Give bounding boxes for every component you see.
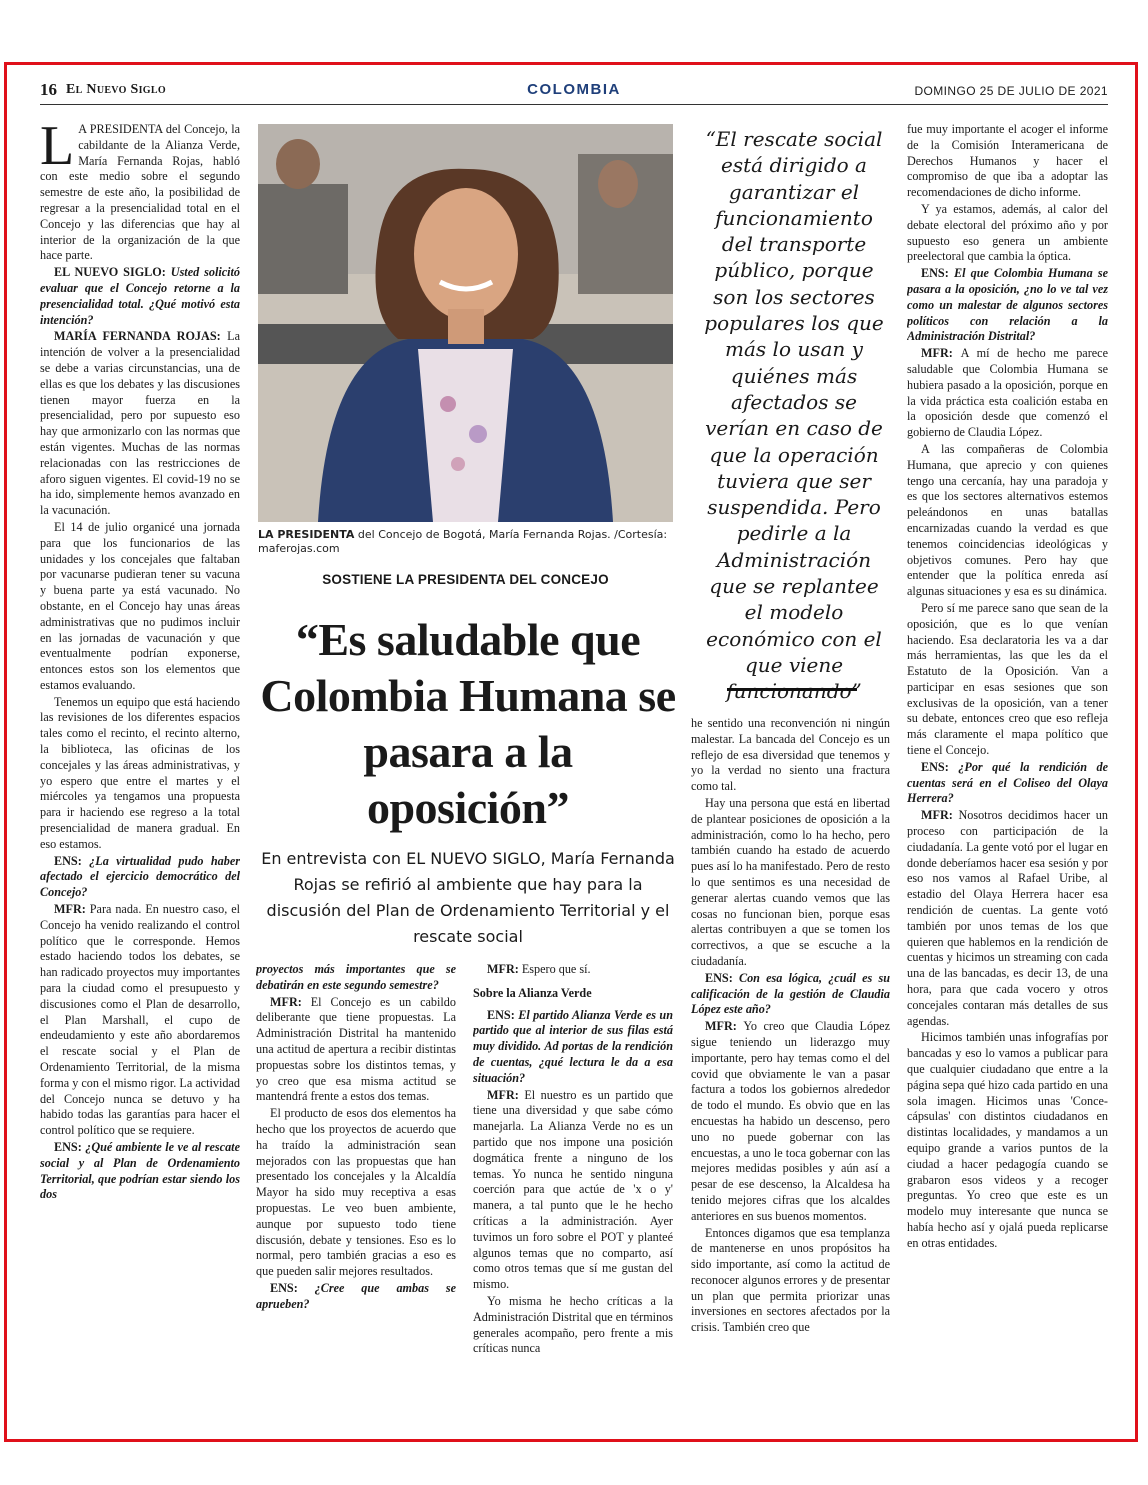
header-rule	[40, 104, 1108, 105]
pull-quote-rule	[727, 688, 857, 691]
portrait-illustration	[258, 124, 673, 522]
section-subhead: Sobre la Alianza Verde	[473, 985, 592, 1000]
photo-caption: LA PRESIDENTA del Concejo de Bogotá, María Fernanda Rojas. /Cortesía: maferojas.com	[258, 528, 668, 555]
newspaper-name: El Nuevo Siglo	[66, 82, 166, 97]
article-column-5: fue muy importante el acoger el informe de la Comisión Interamericana de Derechos Humanos y hacer el compromiso de que iba a adoptar las recomendaciones de dicho informe. Y ya estamos, además, al calor del debate electoral del próximo año y por supuesto eso genera un ambiente preelectoral que cambia la óptica. ENS: El que Colombia Humana se pasara a la oposición, ¿no lo ve tal vez como un malestar de algunos sectores políticos con relación a la Administración Distrital? MFR: A mí de hecho me parece saludable que Colombia Humana se hubiera pasado a la oposición, porque en la vida práctica esta coalición estaba en la oposición desde que comenzó el gobierno de Claudia López. A las compañeras de Colombia Humana, que aprecio y con quienes tengo una cercanía, hay una paradoja y es que los sectores alternativos estemos peleándonos en unas batallas encarnizadas cuando la verdad es que tenemos coincidencias ideológicas y objetivos comunes. Pero hay que entender que la política enreda así algunas situaciones y esa es su dinámica. Pero sí me parece sano que sean de la oposición, que es lo que venían haciendo. Esa declaratoria les va a dar más herramientas, las que les da el Estatuto de la Oposición. Van a participar en esas sesiones que son exclusivas de la oposición, van a tener su debate, entonces creo que eso refleja más claramente el mapa político que tiene el Concejo. ENS: ¿Por qué la rendición de cuentas será en el Coliseo del Olaya Herrera? MFR: Nosotros decidimos hacer un proceso con participación de la ciudadanía. La gente votó por el lugar en donde deberíamos hacer esa sesión y por eso nos vamos al Rafael Uribe, al estadio del Olaya Herrera hacer esa rendición de cuentas. La gente votó también por unos temas de los que quieren que hablemos en la rendición de cuentas y hicimos un streaming con cada una de las bancadas, es decir 13, de una hora, para que cada vocero y otros concejales contaran más detalles de sus agendas. Hicimos también unas infografías por bancadas y eso lo vamos a publicar para que cualquier ciudadano que entre a la página sepa qué hizo cada partido en una sola imagen. Hicimos unas 'Conce-cápsulas' con distintos ciudadanos en distintas localidades, y mandamos a un equipo grande a varios puntos de la ciudad a hacer pedagogía cuando se grabaron esos videos y a recoger preguntas. Yo creo que este es un modelo muy interesante que nunca se había hecho así y ojalá pueda replicarse en otras entidades.	[907, 122, 1108, 1250]
pull-quote: “El rescate social está dirigido a garantizar el funcionamiento del transporte público, porque son los sectores populares los que más lo usan y quiénes más afectados se verían en caso de que la operación tuviera que ser suspendida. Pero pedirle a la Administración que se replantee el modelo económico con el que viene funcionando”	[704, 127, 884, 704]
article-column-2: proyectos más importantes que se debatirán en este segundo semestre? MFR: El Concejo es un cabildo deliberante que tiene propuestas. La Administración Distrital ha mantenido una actitud de apertura a recibir distintas propuestas sobre los distintos temas, y yo creo que esa misma actitud se mantendrá frente a estos dos temas. El producto de esos dos elementos ha hecho que los proyectos de acuerdo que ha traído la administración sean mejorados con las propuestas que han presentado los concejales y la Alcaldía Mayor ha sido muy receptiva a esas propuestas. Le veo buen ambiente, aunque por supuesto todo tiene discusión, debate y tensiones. Eso es lo normal, pero también gracias a eso es que pueden salir mejores resultados. ENS: ¿Cree que ambas se aprueben?	[256, 962, 456, 1311]
headline: “Es saludable que Colombia Humana se pasara a la oposición”	[260, 614, 676, 833]
kicker: SOSTIENE LA PRESIDENTA DEL CONCEJO	[322, 572, 609, 587]
subtitle: En entrevista con EL NUEVO SIGLO, María Fernanda Rojas se refirió al ambiente que hay para la discusión del Plan de Ordenamiento Territorial y el rescate social	[261, 849, 675, 946]
article-column-4: he sentido una reconvención ni ningún malestar. La bancada del Concejo es un reflejo de esa diversidad que tenemos y yo la verdad no siento una fractura como tal. Hay una persona que está en libertad de plantear posiciones de oposición a la administración, como lo ha hecho, pero también cuando ha estado de acuerdo pues así lo ha manifestado. Pero de resto lo que sentimos es una necesidad de generar alertas cuando vemos que las cosas no funcionan bien, porque esas alertas contribuyen a que se tomen los correctivos, a que se escuche a la ciudadanía. ENS: Con esa lógica, ¿cuál es su calificación de la gestión de Claudia López este año? MFR: Yo creo que Claudia López sigue teniendo un liderazgo muy importante, pero hay temas como el del covid que obviamente le van a pasar factura a todos los gobiernos alrededor de todo el mundo. Es obvio que en las encuestas ha habido un descenso, pero uno no puede gobernar con las encuestas, a uno le toca gobernar con las mejores medidas posibles y aún así a pesar de ese descenso, la Alcaldesa ha tenido mejores cifras que los alcaldes anteriores en sus buenos momentos. Entonces digamos que esa templanza de mantenerse en unos propósitos ha sido importante, así como la actitud de reconocer algunos errores y de presentar un plan que permita priorizar unas inversiones en sectores afectados por la crisis. También creo que	[691, 716, 890, 1335]
issue-date: DOMINGO 25 DE JULIO DE 2021	[914, 84, 1108, 98]
page-header	[40, 80, 1108, 104]
portrait-photo	[258, 124, 673, 522]
drop-cap: L	[40, 122, 75, 177]
article-column-3: MFR: Espero que sí. Sobre la Alianza Verde ENS: El partido Alianza Verde es un partido que al interior de sus filas está muy dividido. Ad portas de la rendición de cuentas, ¿qué lectura le da a esa situación? MFR: El nuestro es un partido que tiene una diversidad y que sabe cómo manejarla. La Alianza Verde no es un partido que nos impone una posición dogmática frente a ninguno de los temas. Yo nunca he sentido ninguna coerción para que actúe de 'x o y' manera, a tal punto que le he hecho críticas a la administración. Ayer tuvimos un foro sobre el POT y planteé algunos temas que no comparto, así como otros temas que sí me gustan del mismo. Yo misma he hecho críticas a la Administración Distrital que en términos generales acompaño, pero frente a mis críticas nunca	[473, 962, 673, 1356]
page-number: 16	[40, 80, 57, 99]
section-title: COLOMBIA	[527, 81, 621, 98]
article-column-1: L A PRESIDENTA del Concejo, la cabildante de la Alianza Verde, María Fernanda Rojas, habló con este medio sobre el segundo semestre de este año, la posibilidad de regresar a la presencialidad total en el Concejo y las diferencias que hay al interior de la organización de la que hace parte. EL NUEVO SIGLO: Usted solicitó evaluar que el Concejo retorne a la presencialidad total. ¿Qué motivó esta intención? MARÍA FERNANDA ROJAS: La intención de volver a la presencialidad se debe a varias circunstancias, una de ellas es que los debates y las discusiones tienen mayor fuerza en la presencialidad, pero por supuesto eso hay que armonizarlo con las normas que están vigentes. Muchas de las normas relacionadas con las restricciones de aforo siguen vigentes. El covid-19 no se ha ido, simplemente hemos avanzado en la vacunación. El 14 de julio organicé una jornada para que los funcionarios de las unidades y los concejales que faltaban por vacunarse pudieran tener su vacuna y buena parte ya está vacunado. No obstante, en el Concejo hay unas áreas administrativas que no pudimos incluir en las jornadas de vacunación y que eventualmente podrían exponerse, entonces estos son los elementos que estamos evaluando. Tenemos un equipo que está haciendo las revisiones de los diferentes espacios tales como el recinto, el recinto alterno, la biblioteca, las oficinas de los concejales y las áreas administrativas, y yo espero que entre el martes y el miércoles ya tengamos una propuesta para ir haciendo ese regreso a la total presencialidad de manera gradual. En eso estamos. ENS: ¿La virtualidad pudo haber afectado el ejercicio democrático del Concejo? MFR: Para nada. En nuestro caso, el Concejo ha venido realizando el control político que le corresponde. Hemos estado haciendo todos los debates, se han radicado proyectos muy importantes para la ciudad como el presupuesto y discusiones como el Plan de desarrollo, el Plan Marshall, el cupo de endeudamiento y este año abordaremos el rescate social y el Plan de Ordenamiento Territorial, de la misma forma y con el mismo rigor. La actividad del Concejo nunca se detuvo y ha habido todas las garantías para hacer el control político que se requiere. ENS: ¿Qué ambiente le ve al rescate social y al Plan de Ordenamiento Territorial, que podrían estar siendo los dos	[40, 122, 240, 1202]
